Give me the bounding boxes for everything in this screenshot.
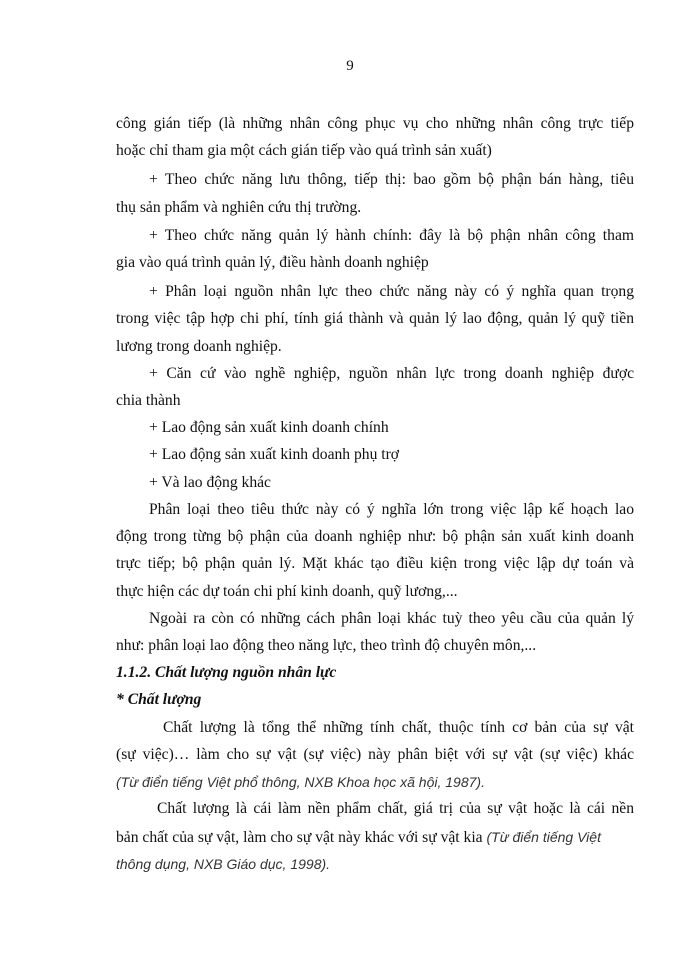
text-line: như: phân loại lao động theo năng lực, theo trình độ chuyên môn,...	[116, 637, 537, 654]
text-line: thụ sản phẩm và nghiên cứu thị trường.	[116, 199, 362, 216]
text-line: (sự việc)… làm cho sự vật (sự việc) này phân biệt với sự vật (sự việc) khác	[116, 746, 634, 763]
subsection-heading: * Chất lượng	[116, 691, 202, 708]
text-line: + Phân loại nguồn nhân lực theo chức năng này có ý nghĩa quan trọng	[149, 283, 634, 300]
text-line: + Lao động sản xuất kinh doanh phụ trợ	[149, 446, 400, 463]
text-line: + Lao động sản xuất kinh doanh chính	[149, 419, 389, 436]
text-line: + Theo chức năng quản lý hành chính: đây là bộ phận nhân công tham	[149, 227, 634, 244]
text-line: + Và lao động khác	[149, 474, 271, 491]
text-line: hoặc chỉ tham gia một cách gián tiếp vào quá trình sản xuất)	[116, 142, 492, 159]
text-line	[116, 827, 634, 848]
page-number: 9	[346, 58, 354, 74]
text-line: động trong từng bộ phận của doanh nghiệp như: bộ phận sản xuất kinh doanh	[116, 528, 634, 545]
text-line: gia vào quá trình quản lý, điều hành doanh nghiệp	[116, 254, 429, 271]
citation-line: thông dụng, NXB Giáo dục, 1998).	[116, 856, 331, 872]
text-line: Phân loại theo tiêu thức này có ý nghĩa lớn trong việc lập kế hoạch lao	[149, 501, 634, 518]
text-line: + Căn cứ vào nghề nghiệp, nguồn nhân lực trong doanh nghiệp được	[149, 365, 634, 382]
text-line: thực hiện các dự toán chi phí kinh doanh, quỹ lương,...	[116, 583, 458, 600]
text-line: trực tiếp; bộ phận quản lý. Mặt khác tạo điều kiện trong việc lập dự toán và	[116, 555, 634, 572]
text-line: + Theo chức năng lưu thông, tiếp thị: bao gồm bộ phận bán hàng, tiêu	[149, 171, 634, 188]
text-line: công gián tiếp (là những nhân công phục vụ cho những nhân công trực tiếp	[116, 115, 634, 132]
citation-segment: (Từ điển tiếng Việt	[486, 829, 601, 845]
text-segment: bản chất của sự vật, làm cho sự vật này khác với sự vật kia	[116, 829, 483, 846]
section-heading: 1.1.2. Chất lượng nguồn nhân lực	[116, 664, 337, 681]
text-line: Chất lượng là cái làm nền phẩm chất, giá trị của sự vật hoặc là cái nền	[157, 800, 634, 817]
text-line: lương trong doanh nghiệp.	[116, 338, 282, 355]
citation-line: (Từ điển tiếng Việt phổ thông, NXB Khoa học xã hội, 1987).	[116, 774, 485, 790]
text-line: trong việc tập hợp chi phí, tính giá thành và quản lý lao động, quản lý quỹ tiền	[116, 310, 634, 327]
text-line: Chất lượng là tổng thể những tính chất, thuộc tính cơ bản của sự vật	[163, 719, 634, 736]
text-line: chia thành	[116, 392, 181, 409]
text-line: Ngoài ra còn có những cách phân loại khác tuỳ theo yêu cầu của quản lý	[149, 610, 634, 627]
